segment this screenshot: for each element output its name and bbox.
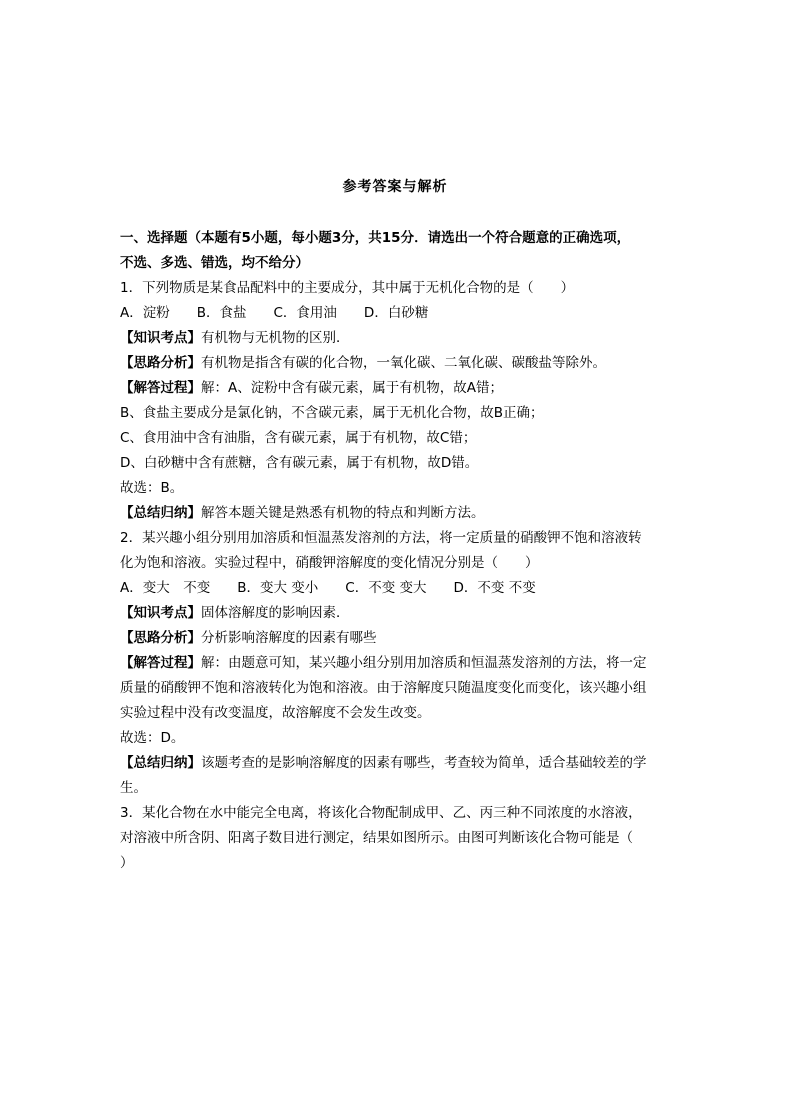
- q2-summary-cont: 生。: [120, 780, 147, 796]
- q1-solution: [120, 376, 680, 401]
- section-heading-cont: 不选、多选、错选，均不给分）: [120, 255, 309, 271]
- q1-options: A．淀粉 B．食盐 C．食用油 D．白砂糖: [120, 305, 429, 321]
- q2-solution-3: 实验过程中没有改变温度，故溶解度不会发生改变。: [120, 705, 431, 721]
- q1-solution-c: C、食用油中含有油脂，含有碳元素，属于有机物，故C错；: [120, 430, 477, 446]
- knowledge-tag: 【知识考点】: [120, 605, 201, 621]
- analysis-text: 有机物是指含有碳的化合物，一氧化碳、二氧化碳、碳酸盐等除外。: [201, 355, 606, 371]
- solution-tag: 【解答过程】: [120, 655, 201, 671]
- q1-solution-d: D、白砂糖中含有蔗糖，含有碳元素，属于有机物，故D错。: [120, 455, 479, 471]
- q1-knowledge: [120, 326, 680, 351]
- solution-text: 解：由题意可知，某兴趣小组分别用加溶质和恒温蒸发溶剂的方法，将一定: [201, 655, 647, 671]
- summary-text: 解答本题关键是熟悉有机物的特点和判断方法。: [201, 505, 485, 521]
- q2-options: A．变大 不变 B．变大 变小 C．不变 变大 D．不变 不变: [120, 580, 536, 596]
- summary-tag: 【总结归纳】: [120, 755, 201, 771]
- q1-summary: [120, 501, 680, 526]
- knowledge-text: 固体溶解度的影响因素．: [201, 605, 350, 621]
- q1-solution-b: B、食盐主要成分是氯化钠，不含碳元素，属于无机化合物，故B正确；: [120, 405, 544, 421]
- solution-text: 解：A、淀粉中含有碳元素，属于有机物，故A错；: [201, 380, 503, 396]
- q3-stem-end: ）: [120, 855, 134, 871]
- solution-tag: 【解答过程】: [120, 380, 201, 396]
- q1-answer: 故选：B。: [120, 480, 184, 496]
- section-heading: 一、选择题（本题有5小题，每小题3分，共15分．请选出一个符合题意的正确选项，: [120, 230, 631, 246]
- knowledge-text: 有机物与无机物的区别．: [201, 330, 350, 346]
- q1-analysis: [120, 351, 680, 376]
- summary-tag: 【总结归纳】: [120, 505, 201, 521]
- summary-text: 该题考查的是影响溶解度的因素有哪些，考查较为简单，适合基础较差的学: [201, 755, 647, 771]
- q2-knowledge: [120, 601, 680, 626]
- q3-stem: 3．某化合物在水中能完全电离，将该化合物配制成甲、乙、丙三种不同浓度的水溶液，: [120, 805, 642, 821]
- q3-stem-cont: 对溶液中所含阴、阳离子数目进行测定，结果如图所示。由图可判断该化合物可能是（: [120, 830, 633, 846]
- analysis-text: 分析影响溶解度的因素有哪些: [201, 630, 377, 646]
- q2-stem-cont: 化为饱和溶液。实验过程中，硝酸钾溶解度的变化情况分别是（ ）: [120, 555, 539, 571]
- q1-stem: 1．下列物质是某食品配料中的主要成分，其中属于无机化合物的是（ ）: [120, 280, 575, 296]
- q2-stem: 2．某兴趣小组分别用加溶质和恒温蒸发溶剂的方法，将一定质量的硝酸钾不饱和溶液转: [120, 530, 642, 546]
- q2-solution: [120, 651, 680, 676]
- q2-analysis: [120, 626, 680, 651]
- knowledge-tag: 【知识考点】: [120, 330, 201, 346]
- page-title: 参考答案与解析: [342, 179, 448, 195]
- document-body: [120, 226, 680, 876]
- q2-summary: [120, 751, 680, 776]
- analysis-tag: 【思路分析】: [120, 355, 201, 371]
- q2-answer: 故选：D。: [120, 730, 185, 746]
- analysis-tag: 【思路分析】: [120, 630, 201, 646]
- q2-solution-2: 质量的硝酸钾不饱和溶液转化为饱和溶液。由于溶解度只随温度变化而变化，该兴趣小组: [120, 680, 647, 696]
